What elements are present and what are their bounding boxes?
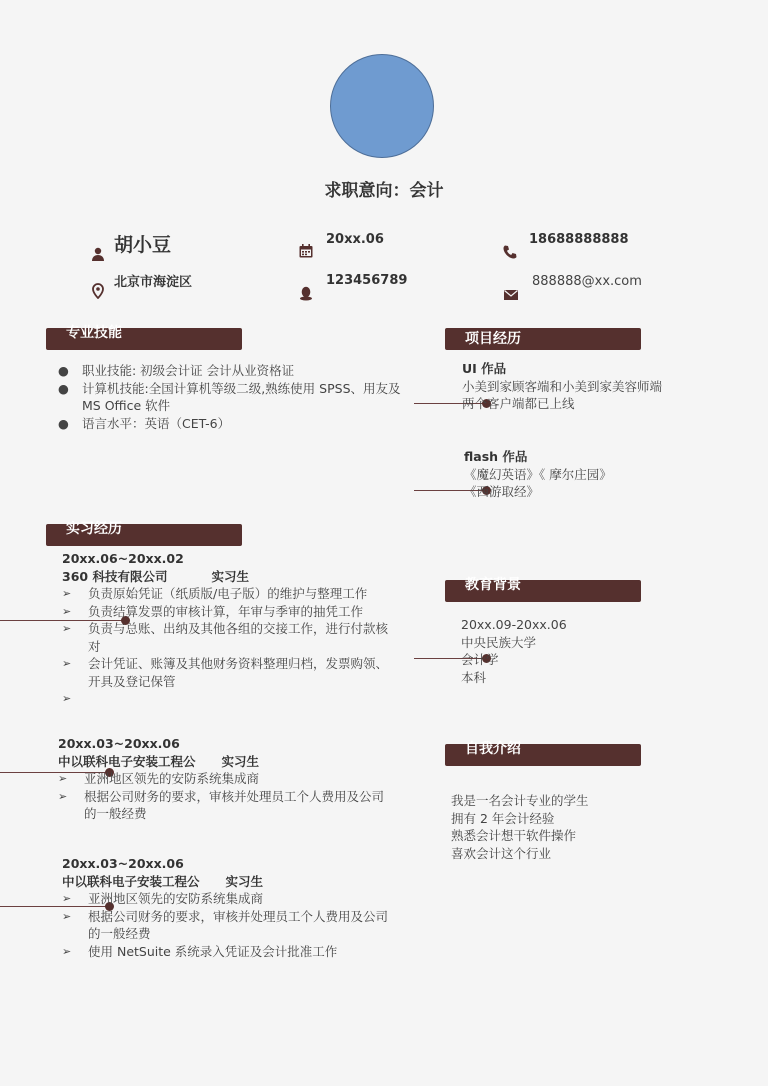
calendar-icon: [298, 243, 314, 259]
about-text: [451, 792, 589, 862]
job-period: 20xx.03~20xx.06: [62, 856, 184, 871]
job-company-role: [62, 873, 388, 891]
section-header-projects: 项目经历: [445, 328, 641, 350]
project-desc: 《魔幻英语》《 摩尔庄园》: [464, 466, 612, 482]
contact-name: 胡小豆: [114, 234, 172, 256]
envelope-icon: [503, 287, 519, 303]
qq-penguin-icon: [298, 285, 314, 301]
avatar: [330, 54, 434, 158]
list-item-continuation: 的一般经费: [88, 926, 151, 941]
list-item: ➢ 负责原始凭证（纸质版/电子版）的维护与整理工作: [62, 586, 368, 601]
list-item-continuation: 开具及登记保管: [88, 673, 176, 689]
education-degree: 本科: [461, 669, 487, 685]
job-company-role: [58, 753, 384, 771]
section-header-about: 自我介绍: [445, 744, 641, 766]
contact-birth: 20xx.06: [326, 232, 384, 247]
job-entry: [62, 550, 388, 708]
job-company: 360 科技有限公司: [62, 568, 168, 584]
about-line: 拥有 2 年会计经验: [451, 810, 555, 826]
job-entry: [58, 735, 384, 823]
list-item-continuation: 对: [88, 638, 101, 654]
job-role: 实习生: [211, 568, 249, 584]
about-line: 喜欢会计这个行业: [451, 845, 552, 861]
list-item: ➢ 亚洲地区领先的安防系统集成商: [62, 891, 264, 906]
person-icon: [90, 246, 106, 262]
location-pin-icon: [90, 283, 106, 299]
job-company: 中以联科电子安装工程公: [62, 873, 200, 889]
contact-address: 北京市海淀区: [114, 275, 193, 290]
section-header-education: 教育背景: [445, 580, 641, 602]
list-item: ➢ 使用 NetSuite 系统录入凭证及会计批准工作: [62, 943, 338, 959]
list-item-continuation: MS Office 软件: [82, 398, 171, 413]
list-item: ➢ 负责结算发票的审核计算，年审与季审的抽凭工作: [62, 603, 364, 619]
job-objective: 求职意向：会计: [324, 181, 444, 201]
section-header-internship: 实习经历: [46, 524, 242, 546]
contact-qq: 123456789: [326, 273, 408, 288]
skills-list: [58, 362, 401, 432]
list-item: ➢ 负责与总账、出纳及其他各组的交接工作，进行付款核: [62, 621, 389, 636]
list-item: ● 语言水平：英语（CET-6）: [58, 415, 231, 431]
education-period: 20xx.09-20xx.06: [461, 617, 567, 632]
job-role: 实习生: [221, 753, 260, 769]
section-header-skills: 专业技能: [46, 328, 242, 350]
education-major: 会计学: [461, 652, 499, 667]
list-item: ➢: [62, 692, 72, 705]
project-name: UI 作品: [462, 361, 507, 376]
project-desc: 两个客户端都已上线: [462, 396, 575, 411]
list-item-continuation: 的一般经费: [84, 806, 147, 821]
phone-icon: [502, 244, 518, 260]
project-name: flash 作品: [464, 449, 528, 464]
list-item: ● 计算机技能:全国计算机等级二级,熟练使用 SPSS、用友及: [58, 380, 401, 396]
education-entry: [461, 616, 567, 686]
job-company: 中以联科电子安装工程公: [58, 753, 196, 769]
project-entry: [462, 360, 662, 413]
list-item: ● 职业技能: 初级会计证 会计从业资格证: [58, 363, 295, 378]
contact-phone: 18688888888: [529, 232, 629, 247]
project-desc: 《西游取经》: [464, 484, 540, 499]
list-item: ➢ 根据公司财务的要求，审核并处理员工个人费用及公司: [58, 788, 385, 804]
about-line: 我是一名会计专业的学生: [451, 793, 589, 808]
about-line: 熟悉会计想干软件操作: [451, 828, 577, 843]
job-role: 实习生: [225, 873, 264, 889]
list-item: ➢ 根据公司财务的要求，审核并处理员工个人费用及公司: [62, 908, 389, 924]
list-item: ➢ 会计凭证、账簿及其他财务资料整理归档，发票购领、: [62, 656, 389, 671]
project-entry: [464, 448, 612, 501]
list-item: ➢ 亚洲地区领先的安防系统集成商: [58, 771, 260, 786]
job-period: 20xx.06~20xx.02: [62, 551, 184, 566]
job-company-role: [62, 568, 388, 586]
job-entry: [62, 855, 388, 960]
education-school: 中央民族大学: [461, 634, 537, 650]
project-desc: 小美到家顾客端和小美到家美容师端: [462, 378, 663, 394]
job-period: 20xx.03~20xx.06: [58, 736, 180, 751]
contact-email: 888888@xx.com: [532, 274, 642, 289]
